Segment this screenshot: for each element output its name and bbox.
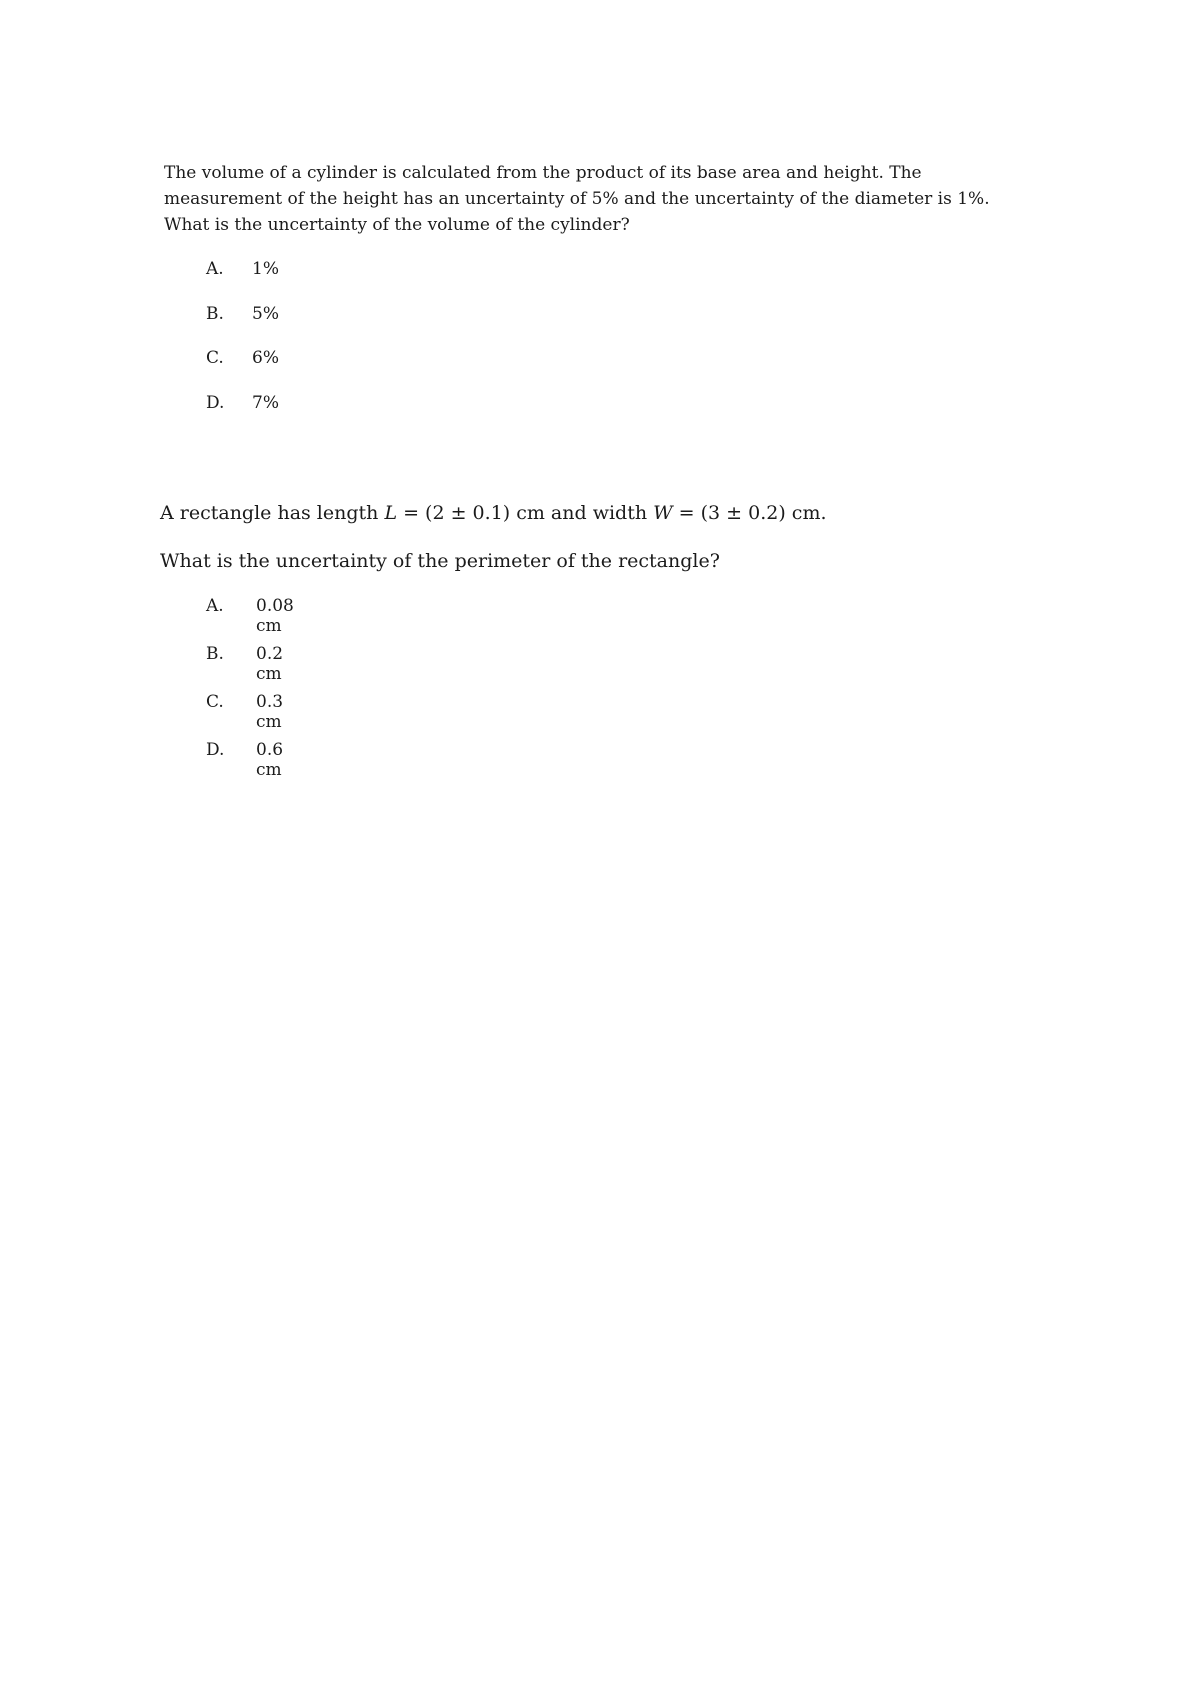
choice-letter: B. <box>206 644 224 664</box>
width-symbol: W <box>653 502 673 524</box>
choice-value: 0.2 cm <box>256 644 284 684</box>
choice-letter: D. <box>206 740 225 760</box>
choice-letter: D. <box>206 393 225 413</box>
stem-text: = (3 ± 0.2) cm. <box>672 502 827 524</box>
choice-letter: B. <box>206 304 224 324</box>
choice-value: 7% <box>252 393 279 413</box>
choice-value: 0.6 cm <box>256 740 284 780</box>
choice-value: 5% <box>252 304 279 324</box>
choice-letter: A. <box>206 259 224 279</box>
question-1-stem: The volume of a cylinder is calculated from the product of its base area and height. The measurement of the height has an uncertainty of 5% and the uncertainty of the diameter is 1%. What is the uncertainty of the volume of the cylinder? <box>164 163 990 235</box>
length-symbol: L <box>384 502 398 524</box>
stem-text: A rectangle has length <box>160 502 385 524</box>
question-2-stem <box>160 500 1060 526</box>
question-2-prompt: What is the uncertainty of the perimeter of the rectangle? <box>160 550 720 572</box>
choice-value: 6% <box>252 348 279 368</box>
choice-letter: A. <box>206 596 224 616</box>
choice-value: 0.08 cm <box>256 596 294 636</box>
choice-letter: C. <box>206 692 224 712</box>
choice-value: 1% <box>252 259 279 279</box>
choice-value: 0.3 cm <box>256 692 284 732</box>
stem-text: = (2 ± 0.1) cm and width <box>397 502 654 524</box>
choice-letter: C. <box>206 348 224 368</box>
